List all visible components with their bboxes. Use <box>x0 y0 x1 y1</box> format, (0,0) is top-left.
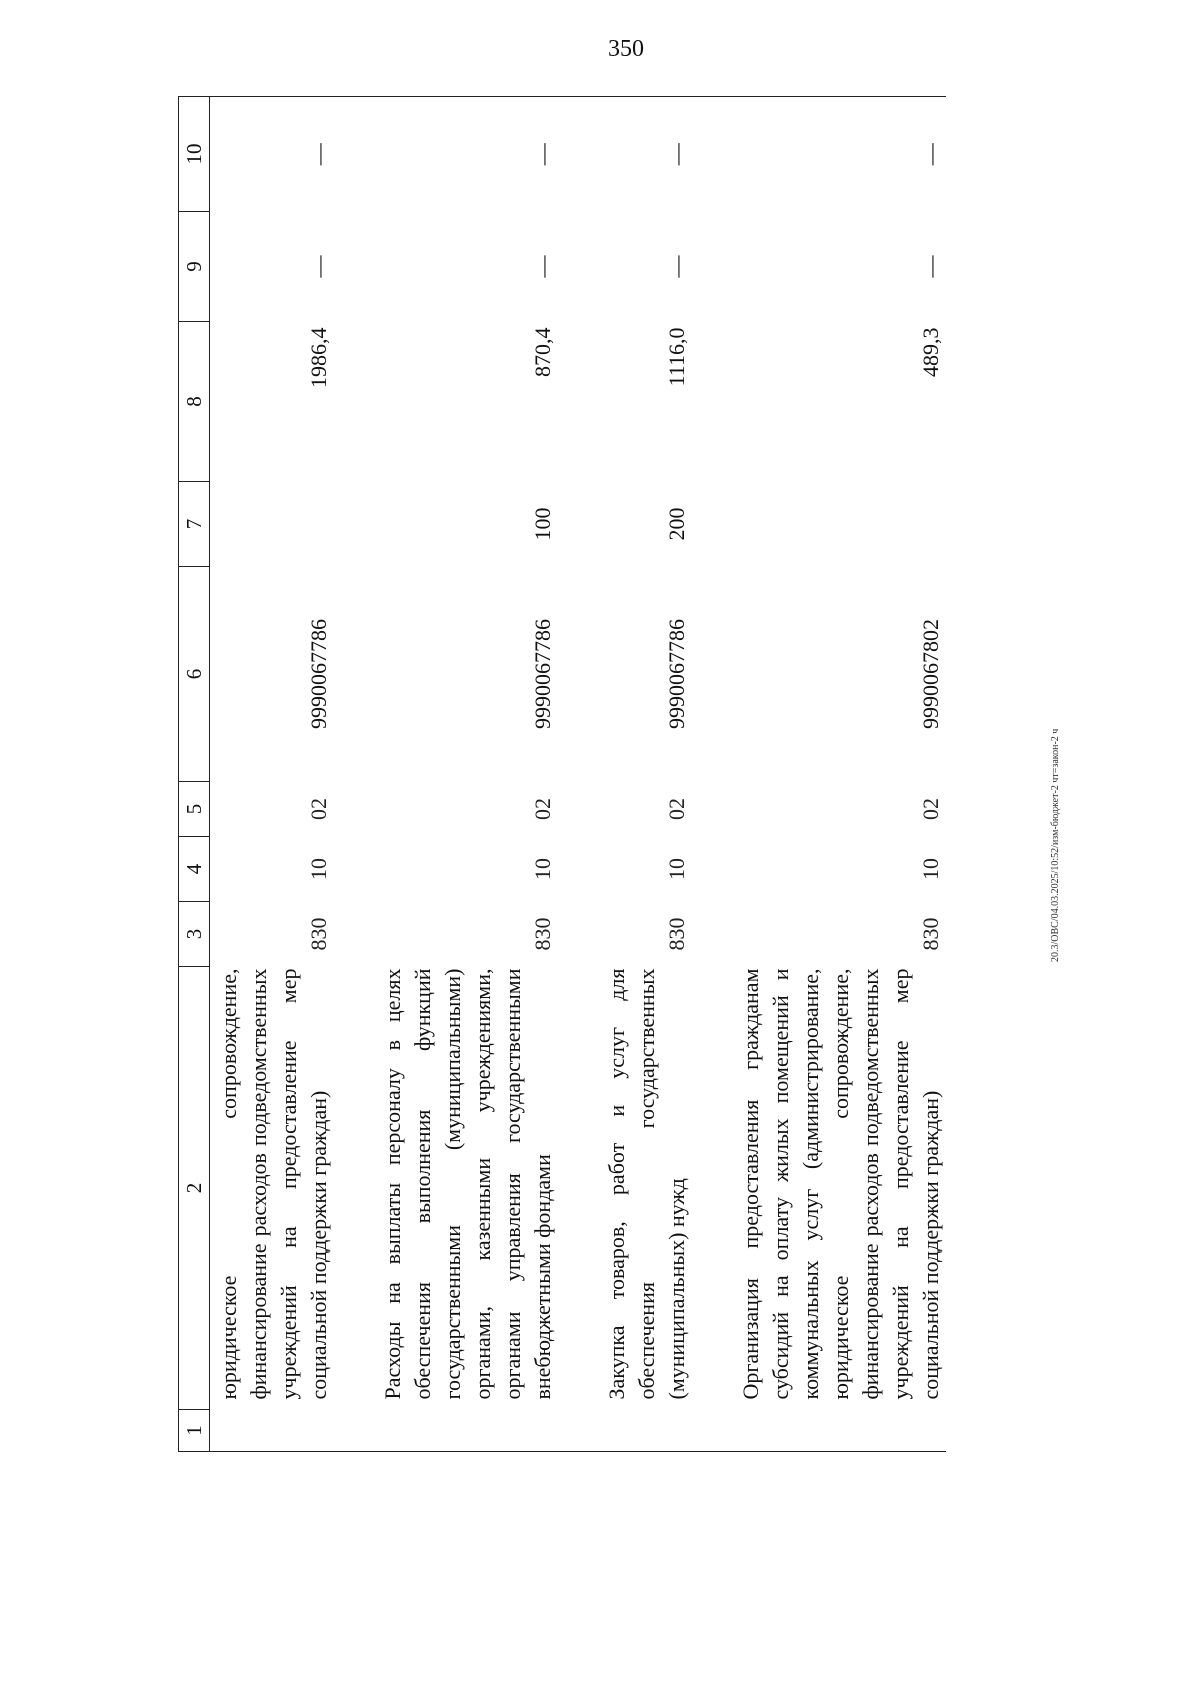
column-header-3: 3 <box>179 902 210 967</box>
row-gap-cell <box>692 97 730 212</box>
row-gap <box>558 97 596 1452</box>
amount-2-cell: — <box>306 255 331 278</box>
amount-3-cell: — <box>730 97 946 212</box>
row-description: юридическое сопровождение, финансирование расходов подведомственных учреждений на предоставление мер социальной поддержки граждан) <box>216 968 331 1400</box>
amount-cell: 1116,0 <box>664 327 689 387</box>
row-description: Организация предоставления гражданам субсидий на оплату жилых помещений и коммунальных услуг (администрирование, юридическое сопровождение, финансирование расходов подведомственных учреждений на предоставление мер социальной поддержки граждан) <box>738 968 943 1400</box>
row-index-cell <box>372 1410 558 1452</box>
column-header-8: 8 <box>179 322 210 482</box>
expense-type-cell: 100 <box>530 507 555 541</box>
description-cell <box>730 967 946 1410</box>
subsection-cell: 02 <box>306 798 331 820</box>
target-article-cell: 9990067786 <box>306 619 331 729</box>
amount-2-cell: — <box>918 255 943 278</box>
row-gap-cell <box>692 1410 730 1452</box>
page-number: 350 <box>608 36 644 62</box>
row-gap <box>692 97 730 1452</box>
document-footer-code: 20.3/OBC/04.03.2025/10:52/изм-бюджет-2 чт=закон-2 ч <box>1050 728 1061 962</box>
table-row <box>372 97 558 1452</box>
amount-3-cell: — <box>596 97 692 212</box>
subsection-cell: 02 <box>918 798 943 820</box>
subsection-cell: 02 <box>664 798 689 820</box>
expense-type-cell: 200 <box>664 507 689 541</box>
table-row <box>596 97 692 1452</box>
section-cell: 10 <box>664 858 689 880</box>
row-gap <box>334 97 372 1452</box>
description-cell <box>372 967 558 1410</box>
code-cell: 830 <box>306 917 331 951</box>
row-description: Расходы на выплаты персоналу в целях обеспечения выполнения функций государственными (муниципальными) органами, казенными учреждениями, органами управления государственными внебюджетными фондами <box>380 968 555 1400</box>
column-header-1: 1 <box>179 1410 210 1452</box>
section-cell: 10 <box>306 858 331 880</box>
table-row <box>730 97 946 1452</box>
amount-2-cell: — <box>530 255 555 278</box>
column-header-7: 7 <box>179 482 210 567</box>
table-header-row <box>179 97 210 1452</box>
row-index-cell <box>730 1410 946 1452</box>
code-cell: 830 <box>530 917 555 951</box>
rotated-table-page <box>178 97 1018 1452</box>
column-header-6: 6 <box>179 567 210 782</box>
row-description: Закупка товаров, работ и услуг для обеспечения государственных (муниципальных) нужд <box>604 968 689 1400</box>
row-index-cell <box>596 1410 692 1452</box>
target-article-cell: 9990067802 <box>918 619 943 729</box>
subsection-cell: 02 <box>530 798 555 820</box>
amount-3-cell: — <box>210 97 335 212</box>
amount-cell: 489,3 <box>918 327 943 377</box>
amount-2-cell: — <box>664 255 689 278</box>
target-article-cell: 9990067786 <box>664 619 689 729</box>
amount-3-cell: — <box>372 97 558 212</box>
column-header-4: 4 <box>179 837 210 902</box>
section-cell: 10 <box>530 858 555 880</box>
row-gap-cell <box>558 1410 596 1452</box>
row-gap-cell <box>558 97 596 212</box>
column-header-2: 2 <box>179 967 210 1410</box>
code-cell: 830 <box>918 917 943 951</box>
budget-table <box>178 96 946 1452</box>
row-gap-cell <box>692 212 730 1410</box>
column-header-10: 10 <box>179 97 210 212</box>
row-gap-cell <box>334 1410 372 1452</box>
row-gap-cell <box>334 97 372 212</box>
target-article-cell: 9990067786 <box>530 619 555 729</box>
row-gap-cell <box>334 212 372 1410</box>
row-gap-cell <box>558 212 596 1410</box>
description-cell <box>210 967 335 1410</box>
description-cell <box>596 967 692 1410</box>
amount-cell: 870,4 <box>530 327 555 377</box>
expense-type-cell <box>730 482 946 567</box>
code-cell: 830 <box>664 917 689 951</box>
expense-type-cell <box>210 482 335 567</box>
row-index-cell <box>210 1410 335 1452</box>
column-header-9: 9 <box>179 212 210 322</box>
section-cell: 10 <box>918 858 943 880</box>
column-header-5: 5 <box>179 782 210 837</box>
table-row <box>210 97 335 1452</box>
amount-cell: 1986,4 <box>306 327 331 388</box>
